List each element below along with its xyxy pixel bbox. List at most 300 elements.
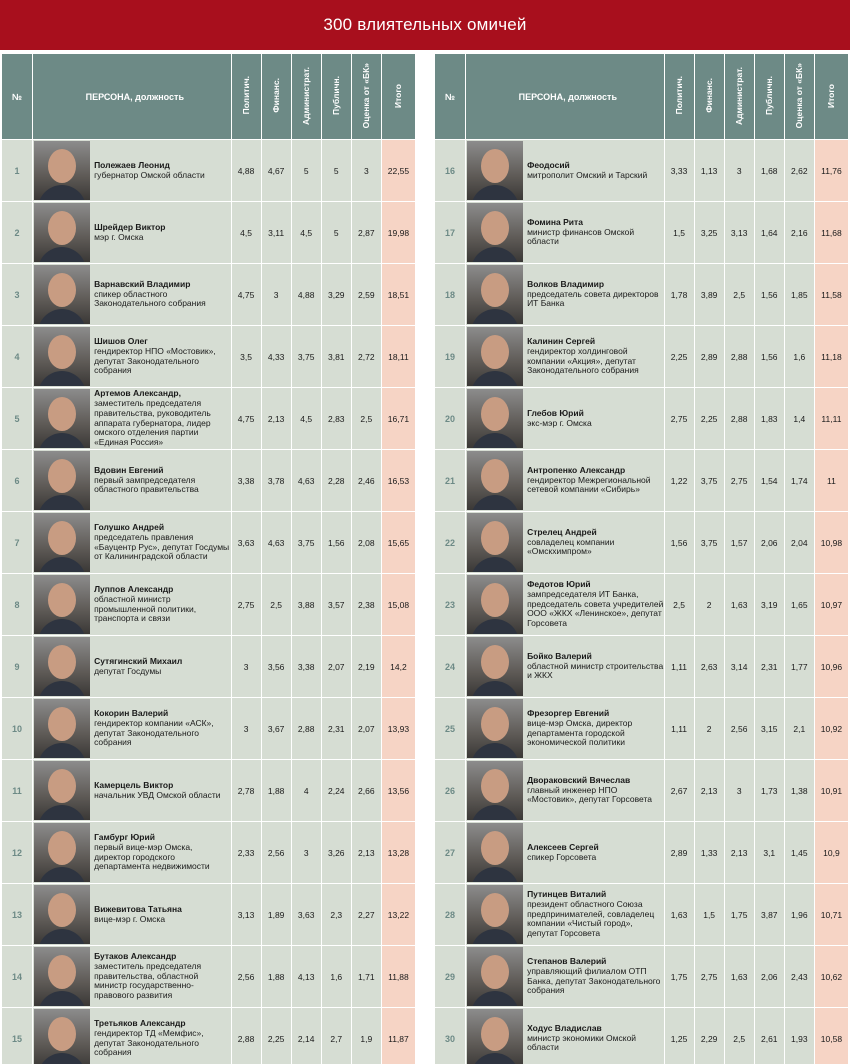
person-cell (33, 512, 230, 573)
person-name: Двораковский Вячеслав (527, 774, 631, 785)
header-public: Публичн. (322, 54, 351, 139)
rank-number: 26 (435, 760, 465, 821)
person-position: гендиректор холдинговой компании «Акция», депутат Законодательного собрания (527, 345, 639, 376)
score-public: 2,07 (322, 636, 351, 697)
person-photo (467, 203, 523, 262)
person-position: президент областного Союза предпринимателей, совладелец компании «Чистый город», депутат Горсовета (527, 898, 655, 939)
score-political: 4,75 (232, 264, 261, 325)
person-cell (33, 264, 230, 325)
score-financial: 2,25 (695, 388, 724, 449)
table-row (2, 326, 415, 387)
person-photo (34, 203, 90, 262)
header-political: Политич. (665, 54, 694, 139)
header-financial: Финанс. (262, 54, 291, 139)
table-row (2, 574, 415, 635)
score-total: 18,51 (382, 264, 415, 325)
score-political: 3,33 (665, 140, 694, 201)
person-cell (466, 264, 663, 325)
score-rating: 1,4 (785, 388, 814, 449)
person-photo (34, 637, 90, 696)
person-position: гендиректор Межрегиональной сетевой компании «Сибирь» (527, 474, 651, 495)
score-rating: 2,16 (785, 202, 814, 263)
person-position: гендиректор ТД «Мемфис», депутат Законодательного собрания (94, 1027, 204, 1058)
person-photo (467, 761, 523, 820)
score-financial: 2,13 (262, 388, 291, 449)
score-political: 3,5 (232, 326, 261, 387)
score-political: 2,33 (232, 822, 261, 883)
score-total: 10,62 (815, 946, 848, 1007)
score-financial: 4,33 (262, 326, 291, 387)
score-administrative: 3,14 (725, 636, 754, 697)
score-political: 1,25 (665, 1008, 694, 1064)
person-cell (466, 140, 663, 201)
person-photo (34, 513, 90, 572)
person-name: Голушко Андрей (94, 521, 165, 532)
score-public: 1,6 (322, 946, 351, 1007)
score-total: 10,9 (815, 822, 848, 883)
score-financial: 2 (695, 698, 724, 759)
score-financial: 4,67 (262, 140, 291, 201)
table-row (2, 946, 415, 1007)
header-rating: Оценка от «БК» (352, 54, 381, 139)
table-row (435, 388, 848, 449)
person-photo (467, 823, 523, 882)
score-political: 1,22 (665, 450, 694, 511)
score-rating: 1,9 (352, 1008, 381, 1064)
score-rating: 1,65 (785, 574, 814, 635)
score-total: 16,71 (382, 388, 415, 449)
rank-number: 8 (2, 574, 32, 635)
person-name: Федотов Юрий (527, 578, 591, 589)
score-administrative: 4,63 (292, 450, 321, 511)
score-rating: 1,77 (785, 636, 814, 697)
score-political: 1,11 (665, 698, 694, 759)
score-total: 10,92 (815, 698, 848, 759)
person-photo (34, 885, 90, 944)
score-public: 1,83 (755, 388, 784, 449)
ranking-table-left (1, 53, 416, 1064)
rank-number: 2 (2, 202, 32, 263)
person-name: Глебов Юрий (527, 407, 584, 418)
score-financial: 3,78 (262, 450, 291, 511)
person-position: главный инженер НПО «Мостовик», депутат Горсовета (527, 784, 652, 805)
table-row (435, 698, 848, 759)
person-photo (34, 699, 90, 758)
score-public: 2,83 (322, 388, 351, 449)
score-financial: 3,56 (262, 636, 291, 697)
score-administrative: 3 (292, 822, 321, 883)
score-total: 14,2 (382, 636, 415, 697)
score-financial: 3,89 (695, 264, 724, 325)
score-administrative: 2,56 (725, 698, 754, 759)
person-cell (33, 822, 230, 883)
person-cell (33, 140, 230, 201)
score-political: 2,56 (232, 946, 261, 1007)
person-name: Фомина Рита (527, 216, 583, 227)
score-political: 1,63 (665, 884, 694, 945)
rank-number: 23 (435, 574, 465, 635)
score-administrative: 2,75 (725, 450, 754, 511)
person-name: Полежаев Леонид (94, 159, 170, 170)
person-position: первый вице-мэр Омска, директор городского департамента недвижимости (94, 841, 210, 872)
score-financial: 3 (262, 264, 291, 325)
score-administrative: 4,13 (292, 946, 321, 1007)
person-cell (33, 1008, 230, 1064)
rank-number: 7 (2, 512, 32, 573)
person-cell (33, 574, 230, 635)
person-photo (34, 575, 90, 634)
score-financial: 4,63 (262, 512, 291, 573)
person-name: Волков Владимир (527, 278, 605, 289)
score-administrative: 3,88 (292, 574, 321, 635)
score-total: 16,53 (382, 450, 415, 511)
person-position: заместитель председателя правительства, областной министр государственно-правового развития (94, 960, 202, 1001)
score-administrative: 4,88 (292, 264, 321, 325)
score-political: 3,13 (232, 884, 261, 945)
table-row (435, 512, 848, 573)
score-administrative: 3,75 (292, 326, 321, 387)
person-photo (34, 327, 90, 386)
score-total: 13,93 (382, 698, 415, 759)
score-financial: 2,63 (695, 636, 724, 697)
score-rating: 3 (352, 140, 381, 201)
score-rating: 1,85 (785, 264, 814, 325)
score-financial: 2 (695, 574, 724, 635)
score-administrative: 4 (292, 760, 321, 821)
person-photo (34, 265, 90, 324)
score-rating: 2,87 (352, 202, 381, 263)
person-photo (34, 823, 90, 882)
score-administrative: 1,75 (725, 884, 754, 945)
score-political: 3 (232, 636, 261, 697)
person-name: Шрейдер Виктор (94, 221, 166, 232)
person-position: спикер областного Законодательного собрания (94, 288, 206, 309)
header-political: Политич. (232, 54, 261, 139)
person-photo (34, 1009, 90, 1064)
score-rating: 1,93 (785, 1008, 814, 1064)
score-total: 13,28 (382, 822, 415, 883)
score-public: 2,28 (322, 450, 351, 511)
person-cell (466, 1008, 663, 1064)
score-administrative: 3 (725, 760, 754, 821)
rank-number: 20 (435, 388, 465, 449)
rank-number: 29 (435, 946, 465, 1007)
score-public: 1,73 (755, 760, 784, 821)
score-administrative: 3,63 (292, 884, 321, 945)
person-position: председатель совета директоров ИТ Банка (527, 288, 659, 309)
score-public: 2,31 (755, 636, 784, 697)
table-row (435, 450, 848, 511)
score-political: 2,88 (232, 1008, 261, 1064)
person-name: Третьяков Александр (94, 1017, 186, 1028)
person-position: мэр г. Омска (94, 231, 144, 242)
score-public: 1,56 (322, 512, 351, 573)
score-political: 1,56 (665, 512, 694, 573)
score-financial: 3,67 (262, 698, 291, 759)
person-name: Сутягинский Михаил (94, 655, 183, 666)
rank-number: 22 (435, 512, 465, 573)
table-row (435, 326, 848, 387)
person-cell (33, 450, 230, 511)
score-political: 3,63 (232, 512, 261, 573)
table-row (435, 760, 848, 821)
header-number: № (435, 54, 465, 139)
rank-number: 13 (2, 884, 32, 945)
score-political: 2,75 (232, 574, 261, 635)
person-name: Феодосий (527, 159, 570, 170)
table-header-row (435, 54, 848, 139)
score-administrative: 3,13 (725, 202, 754, 263)
score-total: 10,58 (815, 1008, 848, 1064)
score-total: 11,11 (815, 388, 848, 449)
person-name: Шишов Олег (94, 335, 148, 346)
person-name: Степанов Валерий (527, 955, 607, 966)
score-total: 15,65 (382, 512, 415, 573)
person-cell (466, 202, 663, 263)
score-financial: 2,75 (695, 946, 724, 1007)
person-cell (466, 946, 663, 1007)
score-financial: 2,56 (262, 822, 291, 883)
score-political: 2,67 (665, 760, 694, 821)
score-total: 11,88 (382, 946, 415, 1007)
score-total: 13,56 (382, 760, 415, 821)
score-political: 2,75 (665, 388, 694, 449)
person-cell (466, 388, 663, 449)
score-administrative: 2,5 (725, 1008, 754, 1064)
score-political: 4,5 (232, 202, 261, 263)
person-photo (467, 637, 523, 696)
header-rating: Оценка от «БК» (785, 54, 814, 139)
person-position: вице-мэр Омска, директор департамента городской экономической политики (527, 717, 633, 748)
person-cell (33, 388, 230, 449)
person-photo (467, 265, 523, 324)
score-public: 2,3 (322, 884, 351, 945)
score-total: 11,58 (815, 264, 848, 325)
score-political: 2,78 (232, 760, 261, 821)
score-rating: 2,38 (352, 574, 381, 635)
score-rating: 2,07 (352, 698, 381, 759)
person-position: депутат Госдумы (94, 665, 162, 676)
score-financial: 3,11 (262, 202, 291, 263)
score-political: 3,38 (232, 450, 261, 511)
person-name: Артемов Александр, (94, 387, 181, 398)
person-position: зампредседателя ИТ Банка, председатель совета учредителей ООО «ЖКХ «Ленинское», депутат Горсовета (527, 588, 664, 629)
person-cell (466, 822, 663, 883)
rank-number: 27 (435, 822, 465, 883)
score-administrative: 4,5 (292, 202, 321, 263)
person-position: гендиректор компании «АСК», депутат Законодательного собрания (94, 717, 214, 748)
rank-number: 21 (435, 450, 465, 511)
score-total: 13,22 (382, 884, 415, 945)
header-person: ПЕРСОНА, должность (466, 54, 663, 139)
table-row (435, 202, 848, 263)
score-rating: 2,66 (352, 760, 381, 821)
person-position: губернатор Омской области (94, 169, 205, 180)
person-position: председатель правления «Бауцентр Рус», депутат Госдумы от Калининградской области (94, 531, 230, 562)
header-number: № (2, 54, 32, 139)
person-name: Путинцев Виталий (527, 888, 607, 899)
table-row (435, 884, 848, 945)
score-total: 19,98 (382, 202, 415, 263)
table-row (2, 202, 415, 263)
table-row (2, 264, 415, 325)
score-financial: 1,88 (262, 946, 291, 1007)
person-photo (467, 885, 523, 944)
table-row (435, 264, 848, 325)
table-row (2, 698, 415, 759)
score-public: 1,56 (755, 264, 784, 325)
score-political: 1,11 (665, 636, 694, 697)
score-total: 18,11 (382, 326, 415, 387)
score-financial: 2,5 (262, 574, 291, 635)
person-cell (466, 884, 663, 945)
score-rating: 1,38 (785, 760, 814, 821)
person-cell (466, 636, 663, 697)
table-row (2, 512, 415, 573)
rank-number: 18 (435, 264, 465, 325)
rank-number: 17 (435, 202, 465, 263)
person-name: Вижевитова Татьяна (94, 903, 182, 914)
person-name: Антропенко Александр (527, 464, 626, 475)
person-cell (466, 512, 663, 573)
score-total: 10,96 (815, 636, 848, 697)
rank-number: 24 (435, 636, 465, 697)
person-position: областной министр строительства и ЖКХ (527, 660, 664, 681)
header-administrative: Администрат. (292, 54, 321, 139)
score-administrative: 1,57 (725, 512, 754, 573)
header-person: ПЕРСОНА, должность (33, 54, 230, 139)
score-administrative: 4,5 (292, 388, 321, 449)
score-rating: 2,13 (352, 822, 381, 883)
person-cell (466, 760, 663, 821)
score-public: 1,68 (755, 140, 784, 201)
person-name: Гамбург Юрий (94, 831, 155, 842)
score-rating: 2,19 (352, 636, 381, 697)
score-rating: 2,62 (785, 140, 814, 201)
table-row (2, 140, 415, 201)
score-administrative: 1,63 (725, 946, 754, 1007)
table-row (435, 636, 848, 697)
person-photo (467, 575, 523, 634)
person-name: Вдовин Евгений (94, 464, 164, 475)
score-financial: 2,25 (262, 1008, 291, 1064)
score-total: 11,68 (815, 202, 848, 263)
header-total: Итого (815, 54, 848, 139)
person-position: управляющий филиалом ОТП Банка, депутат Законодательного собрания (527, 965, 661, 996)
rank-number: 16 (435, 140, 465, 201)
score-administrative: 3 (725, 140, 754, 201)
score-public: 2,24 (322, 760, 351, 821)
person-photo (34, 761, 90, 820)
score-rating: 1,45 (785, 822, 814, 883)
score-administrative: 2,14 (292, 1008, 321, 1064)
score-financial: 3,25 (695, 202, 724, 263)
score-political: 1,5 (665, 202, 694, 263)
score-financial: 1,89 (262, 884, 291, 945)
score-rating: 2,27 (352, 884, 381, 945)
score-financial: 1,13 (695, 140, 724, 201)
score-rating: 2,46 (352, 450, 381, 511)
score-total: 10,91 (815, 760, 848, 821)
score-total: 10,98 (815, 512, 848, 573)
score-rating: 1,6 (785, 326, 814, 387)
rank-number: 11 (2, 760, 32, 821)
person-name: Бутаков Александр (94, 950, 177, 961)
header-total: Итого (382, 54, 415, 139)
person-cell (33, 326, 230, 387)
score-public: 1,56 (755, 326, 784, 387)
score-public: 3,29 (322, 264, 351, 325)
person-name: Варнавский Владимир (94, 278, 191, 289)
score-administrative: 3,75 (292, 512, 321, 573)
rank-number: 25 (435, 698, 465, 759)
person-name: Камерцель Виктор (94, 779, 174, 790)
rank-number: 6 (2, 450, 32, 511)
score-rating: 2,72 (352, 326, 381, 387)
score-administrative: 2,88 (725, 326, 754, 387)
table-row (435, 140, 848, 201)
person-photo (467, 327, 523, 386)
score-rating: 2,43 (785, 946, 814, 1007)
table-header-row (2, 54, 415, 139)
score-rating: 2,5 (352, 388, 381, 449)
score-public: 3,26 (322, 822, 351, 883)
page-title: 300 влиятельных омичей (323, 15, 527, 34)
table-row (2, 884, 415, 945)
person-photo (467, 699, 523, 758)
person-photo (467, 141, 523, 200)
score-public: 3,57 (322, 574, 351, 635)
score-total: 11 (815, 450, 848, 511)
score-public: 2,7 (322, 1008, 351, 1064)
table-row (2, 636, 415, 697)
score-administrative: 1,63 (725, 574, 754, 635)
score-rating: 2,59 (352, 264, 381, 325)
person-name: Калинин Сергей (527, 335, 596, 346)
person-cell (33, 946, 230, 1007)
person-position: митрополит Омский и Тарский (527, 169, 648, 180)
person-photo (467, 389, 523, 448)
score-total: 22,55 (382, 140, 415, 201)
person-photo (34, 141, 90, 200)
person-position: экс-мэр г. Омска (527, 417, 592, 428)
table-row (2, 1008, 415, 1064)
table-row (435, 574, 848, 635)
score-public: 3,19 (755, 574, 784, 635)
rank-number: 14 (2, 946, 32, 1007)
score-administrative: 2,5 (725, 264, 754, 325)
score-public: 5 (322, 140, 351, 201)
person-photo (467, 1009, 523, 1064)
person-cell (466, 574, 663, 635)
score-total: 10,71 (815, 884, 848, 945)
rank-number: 30 (435, 1008, 465, 1064)
rank-number: 4 (2, 326, 32, 387)
person-position: министр финансов Омской области (527, 226, 635, 247)
score-total: 10,97 (815, 574, 848, 635)
score-rating: 1,71 (352, 946, 381, 1007)
person-cell (33, 884, 230, 945)
score-administrative: 2,88 (725, 388, 754, 449)
score-political: 2,25 (665, 326, 694, 387)
rank-number: 12 (2, 822, 32, 883)
rank-number: 9 (2, 636, 32, 697)
person-name: Кокорин Валерий (94, 707, 169, 718)
score-administrative: 3,38 (292, 636, 321, 697)
score-political: 1,75 (665, 946, 694, 1007)
score-financial: 1,88 (262, 760, 291, 821)
person-photo (34, 451, 90, 510)
